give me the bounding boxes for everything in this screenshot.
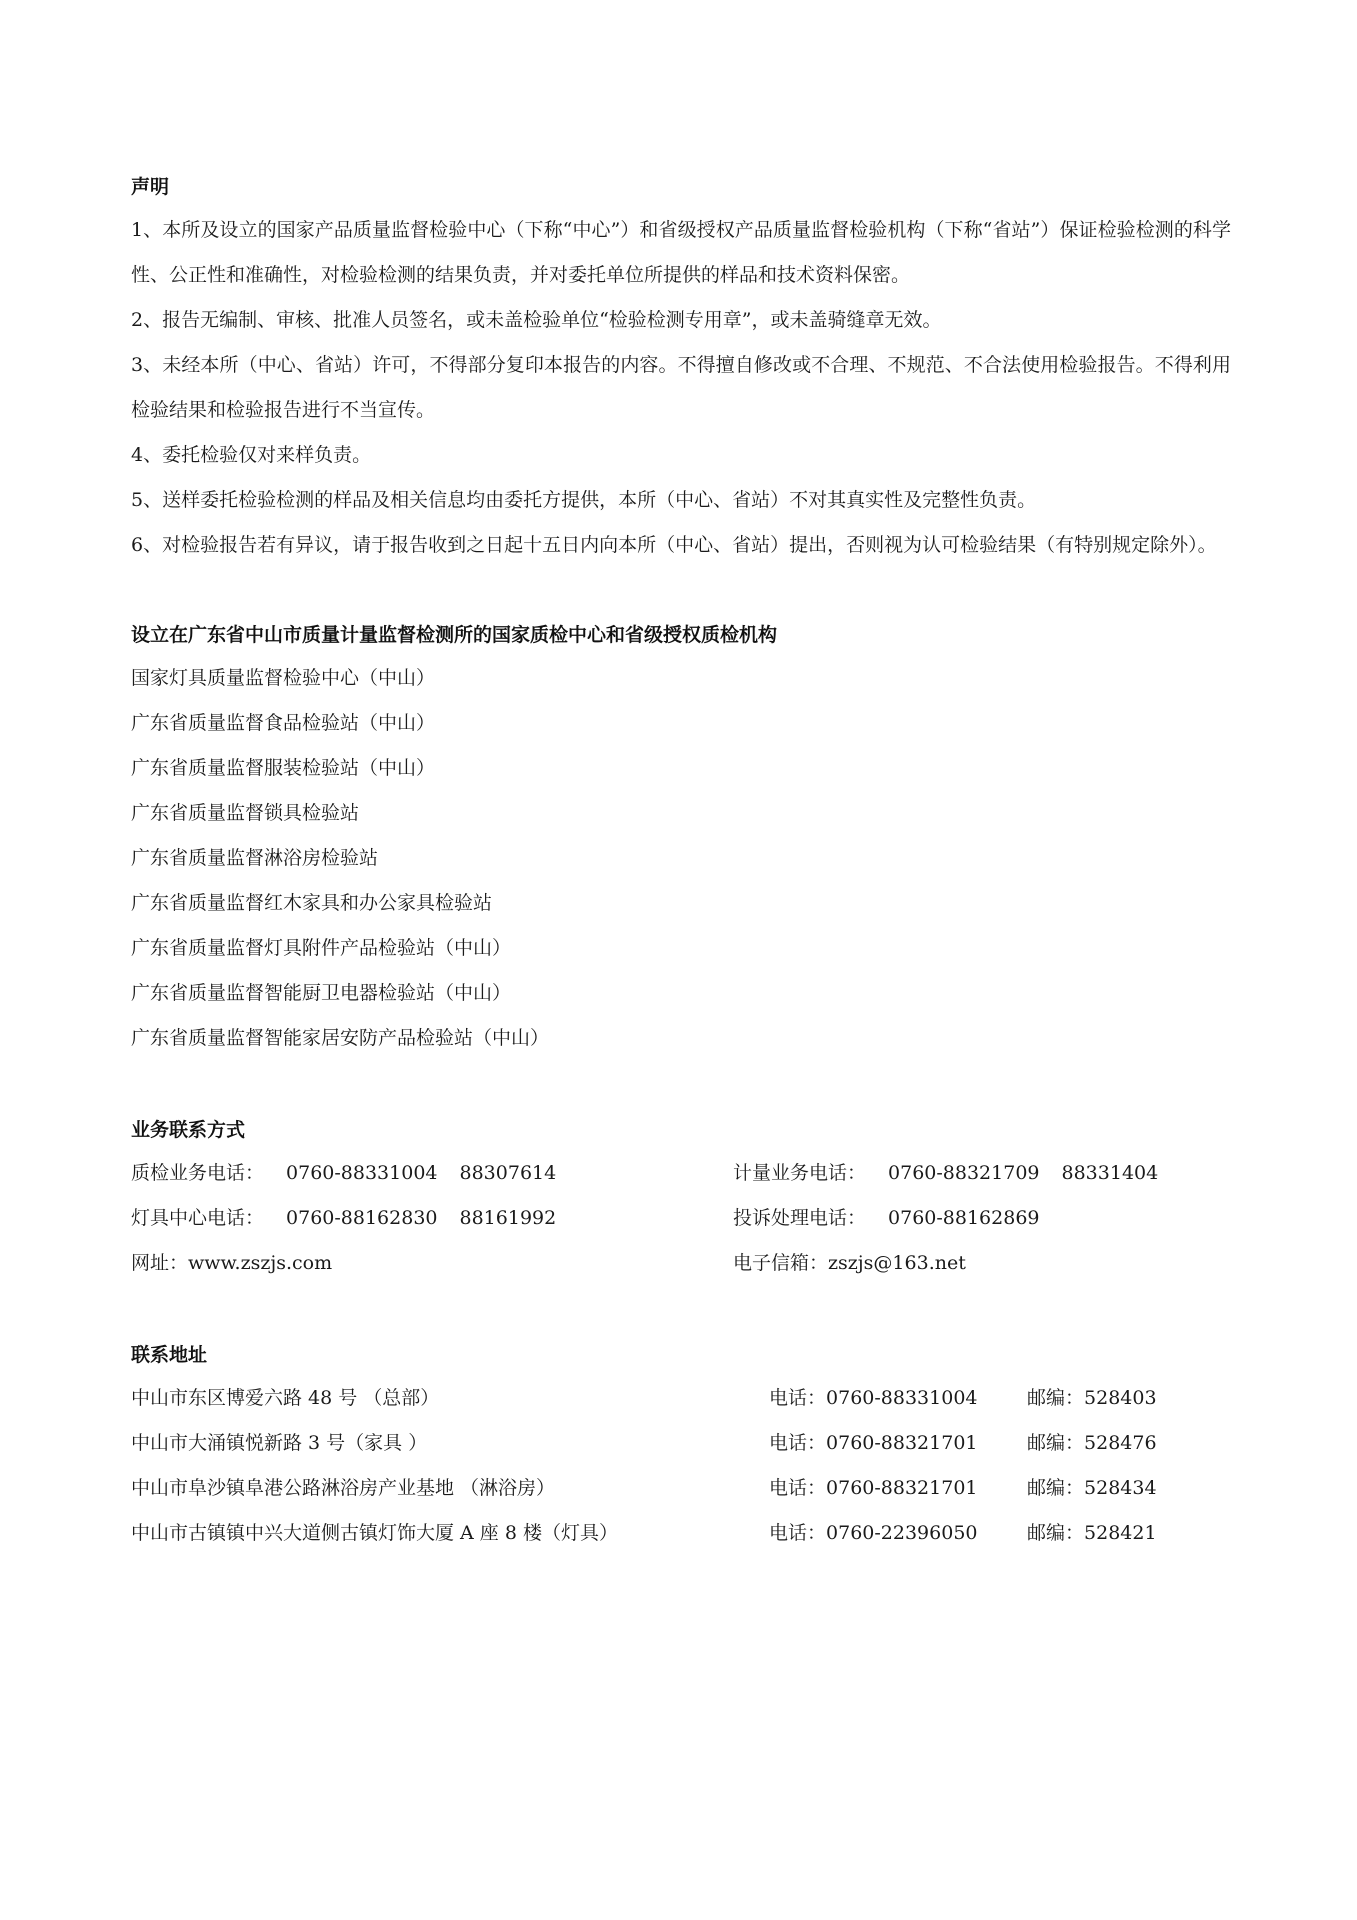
address-text: 中山市东区博爱六路 48 号 （总部）	[131, 1387, 440, 1409]
contact-right	[733, 1196, 1040, 1241]
address-phone	[769, 1421, 978, 1466]
institution-item: 广东省质量监督锁具检验站	[131, 802, 360, 824]
institution-item: 广东省质量监督灯具附件产品检验站（中山）	[131, 937, 512, 959]
address-postcode	[1027, 1466, 1157, 1511]
phone-number: 0760-88321701	[826, 1477, 978, 1499]
page-content	[131, 172, 1231, 1556]
declaration-item-4: 4、委托检验仅对来样负责。	[131, 444, 372, 466]
address-text: 中山市阜沙镇阜港公路淋浴房产业基地 （淋浴房）	[131, 1477, 556, 1499]
contact-row	[131, 1241, 1231, 1286]
phone-number: 0760-88321701	[826, 1432, 978, 1454]
declaration-item-5: 5、送样委托检验检测的样品及相关信息均由委托方提供，本所（中心、省站）不对其真实性及完整性负责。	[131, 489, 1037, 511]
address-phone	[769, 1376, 978, 1421]
contact-label: 网址：	[131, 1252, 189, 1274]
phone-number: 0760-88331004	[286, 1162, 438, 1184]
post-label: 邮编：	[1027, 1432, 1085, 1454]
address-postcode	[1027, 1511, 1157, 1556]
tel-label: 电话：	[769, 1522, 827, 1544]
address-row	[131, 1511, 1231, 1556]
contact-label: 质检业务电话：	[131, 1162, 265, 1184]
address-text: 中山市古镇镇中兴大道侧古镇灯饰大厦 A 座 8 楼（灯具）	[131, 1522, 618, 1544]
postcode: 528434	[1084, 1477, 1157, 1499]
tel-label: 电话：	[769, 1432, 827, 1454]
postcode: 528403	[1084, 1387, 1157, 1409]
phone-number: 88161992	[459, 1207, 557, 1229]
contact-left	[131, 1241, 332, 1286]
declaration-item-3: 3、未经本所（中心、省站）许可，不得部分复印本报告的内容。不得擅自修改或不合理、不规范、不合法使用检验报告。不得利用检验结果和检验报告进行不当宣传。	[131, 354, 1231, 421]
address-title: 联系地址	[131, 1344, 208, 1366]
institutions-title: 设立在广东省中山市质量计量监督检测所的国家质检中心和省级授权质检机构	[131, 624, 778, 646]
phone-number: 0760-88331004	[826, 1387, 978, 1409]
contact-label: 电子信箱：	[733, 1252, 829, 1274]
declaration-section	[131, 172, 1231, 568]
tel-label: 电话：	[769, 1387, 827, 1409]
address-section	[131, 1340, 1231, 1556]
phone-number: 0760-88162830	[286, 1207, 438, 1229]
post-label: 邮编：	[1027, 1477, 1085, 1499]
institution-item: 广东省质量监督红木家具和办公家具检验站	[131, 892, 493, 914]
contact-left	[131, 1151, 556, 1196]
address-postcode	[1027, 1376, 1157, 1421]
phone-number: 0760-88162869	[888, 1207, 1040, 1229]
phone-number: 88307614	[459, 1162, 557, 1184]
institution-item: 广东省质量监督服装检验站（中山）	[131, 757, 436, 779]
phone-number: 0760-22396050	[826, 1522, 978, 1544]
contact-label: 灯具中心电话：	[131, 1207, 265, 1229]
declaration-item-1: 1、本所及设立的国家产品质量监督检验中心（下称“中心”）和省级授权产品质量监督检验机构（下称“省站”）保证检验检测的科学性、公正性和准确性，对检验检测的结果负责，并对委托单位所提供的样品和技术资料保密。	[131, 219, 1231, 286]
declaration-title: 声明	[131, 176, 170, 198]
postcode: 528476	[1084, 1432, 1157, 1454]
contact-label: 计量业务电话：	[733, 1162, 867, 1184]
address-row	[131, 1466, 1231, 1511]
contact-right	[733, 1241, 966, 1286]
institution-item: 广东省质量监督食品检验站（中山）	[131, 712, 436, 734]
address-phone	[769, 1511, 978, 1556]
declaration-item-6: 6、对检验报告若有异议，请于报告收到之日起十五日内向本所（中心、省站）提出，否则视为认可检验结果（有特别规定除外）。	[131, 534, 1217, 556]
address-postcode	[1027, 1421, 1157, 1466]
phone-number: 0760-88321709	[888, 1162, 1040, 1184]
business-contact-title: 业务联系方式	[131, 1119, 246, 1141]
phone-number: 88331404	[1061, 1162, 1159, 1184]
institution-item: 广东省质量监督智能家居安防产品检验站（中山）	[131, 1027, 550, 1049]
contact-right	[733, 1151, 1158, 1196]
website-link[interactable]: www.zszjs.com	[188, 1252, 333, 1274]
contact-row	[131, 1196, 1231, 1241]
email-link[interactable]: zszjs@163.net	[828, 1252, 966, 1274]
contact-label: 投诉处理电话：	[733, 1207, 867, 1229]
declaration-item-2: 2、报告无编制、审核、批准人员签名，或未盖检验单位“检验检测专用章”，或未盖骑缝章无效。	[131, 309, 942, 331]
contact-row	[131, 1151, 1231, 1196]
post-label: 邮编：	[1027, 1387, 1085, 1409]
postcode: 528421	[1084, 1522, 1157, 1544]
institution-item: 广东省质量监督淋浴房检验站	[131, 847, 379, 869]
tel-label: 电话：	[769, 1477, 827, 1499]
address-row	[131, 1421, 1231, 1466]
institution-item: 国家灯具质量监督检验中心（中山）	[131, 667, 436, 689]
address-phone	[769, 1466, 978, 1511]
address-text: 中山市大涌镇悦新路 3 号（家具 ）	[131, 1432, 428, 1454]
institutions-section	[131, 620, 1231, 1061]
contact-left	[131, 1196, 556, 1241]
address-row	[131, 1376, 1231, 1421]
institution-item: 广东省质量监督智能厨卫电器检验站（中山）	[131, 982, 512, 1004]
post-label: 邮编：	[1027, 1522, 1085, 1544]
business-contact-section	[131, 1115, 1231, 1286]
